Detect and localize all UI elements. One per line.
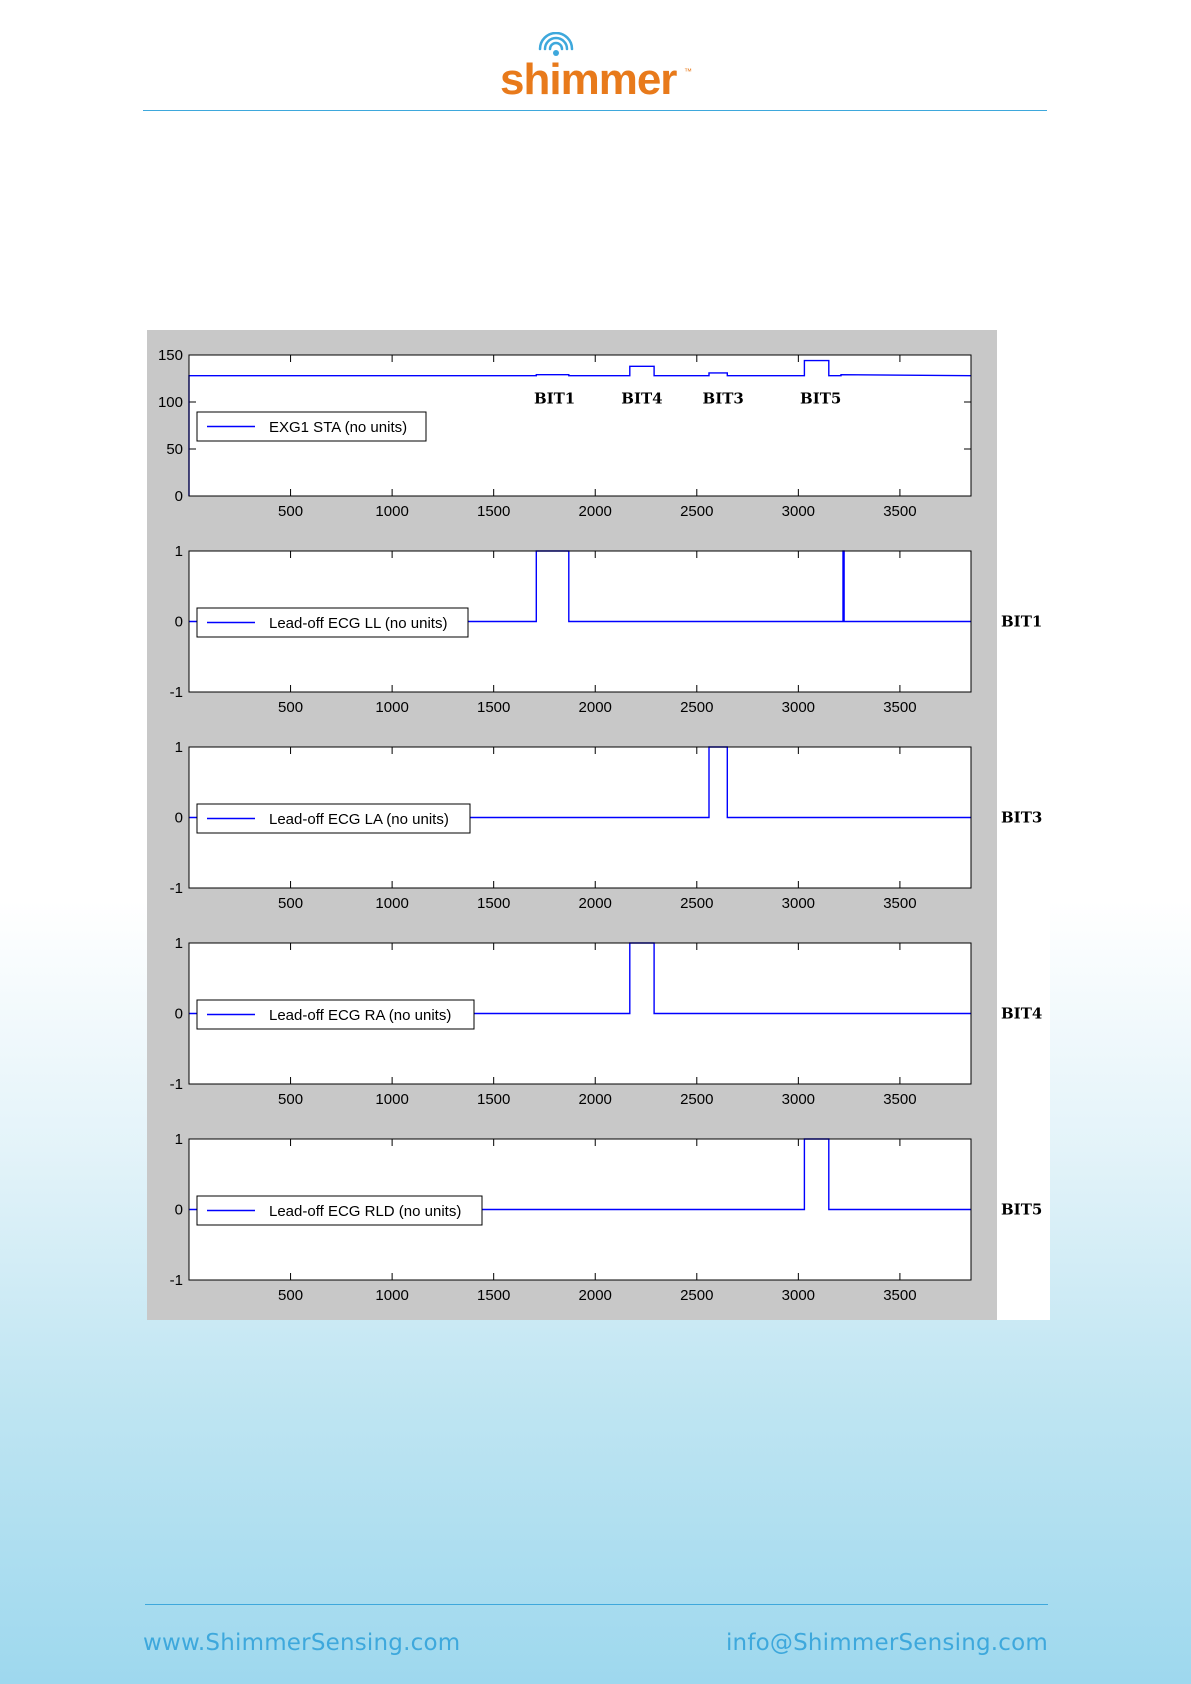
x-tick-label: 1000	[375, 503, 409, 520]
footer-email-link[interactable]: info@ShimmerSensing.com	[725, 1630, 1048, 1656]
x-tick-label: 1500	[476, 1287, 511, 1304]
y-tick-label: 1	[174, 935, 183, 952]
x-tick-label: 3000	[781, 1091, 816, 1108]
legend-label: EXG1 STA (no units)	[269, 419, 408, 436]
y-tick-label: 0	[174, 1005, 183, 1023]
x-tick-label: 500	[278, 503, 304, 520]
x-tick-label: 2000	[578, 503, 612, 520]
x-tick-label: 500	[278, 895, 304, 912]
chart-subplot-5	[170, 1131, 1043, 1304]
y-tick-label: 1	[174, 1131, 183, 1148]
legend-label: Lead-off ECG RLD (no units)	[269, 1203, 462, 1220]
x-tick-label: 1000	[375, 699, 409, 716]
footer-website-link[interactable]: www.ShimmerSensing.com	[143, 1630, 461, 1656]
y-tick-label: 50	[166, 441, 183, 458]
x-tick-label: 1500	[476, 503, 511, 520]
chart-subplot-4	[170, 935, 1043, 1108]
logo-wordmark: shimmer	[500, 55, 677, 100]
chart-figure	[147, 330, 1050, 1320]
y-tick-label: -1	[169, 1076, 183, 1093]
y-tick-label: 0	[174, 613, 183, 631]
x-tick-label: 2000	[578, 1287, 612, 1304]
x-tick-label: 3000	[781, 503, 816, 520]
x-tick-label: 2000	[578, 895, 612, 912]
x-tick-label: 2500	[680, 1287, 714, 1304]
chart-subplot-2	[170, 543, 1043, 716]
x-tick-label: 3500	[883, 699, 917, 716]
x-tick-label: 2000	[578, 1091, 612, 1108]
x-tick-label: 2000	[578, 699, 612, 716]
x-tick-label: 3500	[883, 1091, 917, 1108]
x-tick-label: 2500	[680, 699, 714, 716]
x-tick-label: 3000	[781, 699, 816, 716]
y-tick-label: 0	[174, 809, 183, 827]
chart-subplot-1	[158, 347, 971, 520]
header-divider	[143, 110, 1047, 111]
x-tick-label: 1000	[375, 1287, 409, 1304]
x-tick-label: 500	[278, 1287, 304, 1304]
footer-divider	[145, 1604, 1048, 1605]
x-tick-label: 3000	[781, 895, 816, 912]
y-tick-label: 0	[174, 1201, 183, 1219]
x-tick-label: 3500	[883, 895, 917, 912]
y-tick-label: 100	[157, 394, 183, 411]
y-tick-label: -1	[169, 684, 183, 701]
bit-side-label: BIT3	[1001, 808, 1043, 827]
x-tick-label: 500	[278, 1091, 304, 1108]
bit-annotation: BIT3	[702, 389, 744, 408]
bit-annotation: BIT5	[800, 389, 842, 408]
bit-side-label: BIT1	[1001, 612, 1043, 631]
x-tick-label: 1000	[375, 1091, 409, 1108]
legend-label: Lead-off ECG LA (no units)	[269, 811, 449, 828]
chart-subplot-3	[170, 739, 1043, 912]
x-tick-label: 2500	[680, 895, 714, 912]
x-tick-label: 1500	[476, 1091, 511, 1108]
legend-label: Lead-off ECG LL (no units)	[269, 615, 448, 632]
y-tick-label: 0	[174, 488, 183, 505]
bit-annotation: BIT1	[533, 389, 576, 408]
bit-annotation: BIT4	[621, 389, 663, 408]
y-tick-label: -1	[169, 1272, 183, 1289]
wireless-signal-icon	[540, 33, 572, 56]
x-tick-label: 3500	[883, 1287, 917, 1304]
y-tick-label: 1	[174, 739, 183, 756]
x-tick-label: 2500	[680, 503, 714, 520]
x-tick-label: 3000	[781, 1287, 816, 1304]
y-tick-label: -1	[169, 880, 183, 897]
bit-side-label: BIT4	[1001, 1004, 1043, 1023]
x-tick-label: 2500	[680, 1091, 714, 1108]
x-tick-label: 500	[278, 699, 304, 716]
x-tick-label: 1500	[476, 699, 511, 716]
x-tick-label: 1000	[375, 895, 409, 912]
bit-side-label: BIT5	[1001, 1200, 1043, 1219]
legend-label: Lead-off ECG RA (no units)	[269, 1007, 452, 1024]
y-tick-label: 1	[174, 543, 183, 560]
y-tick-label: 150	[157, 347, 183, 364]
trademark-mark: ™	[684, 67, 692, 76]
x-tick-label: 1500	[476, 895, 511, 912]
shimmer-logo	[498, 32, 694, 100]
x-tick-label: 3500	[883, 503, 917, 520]
